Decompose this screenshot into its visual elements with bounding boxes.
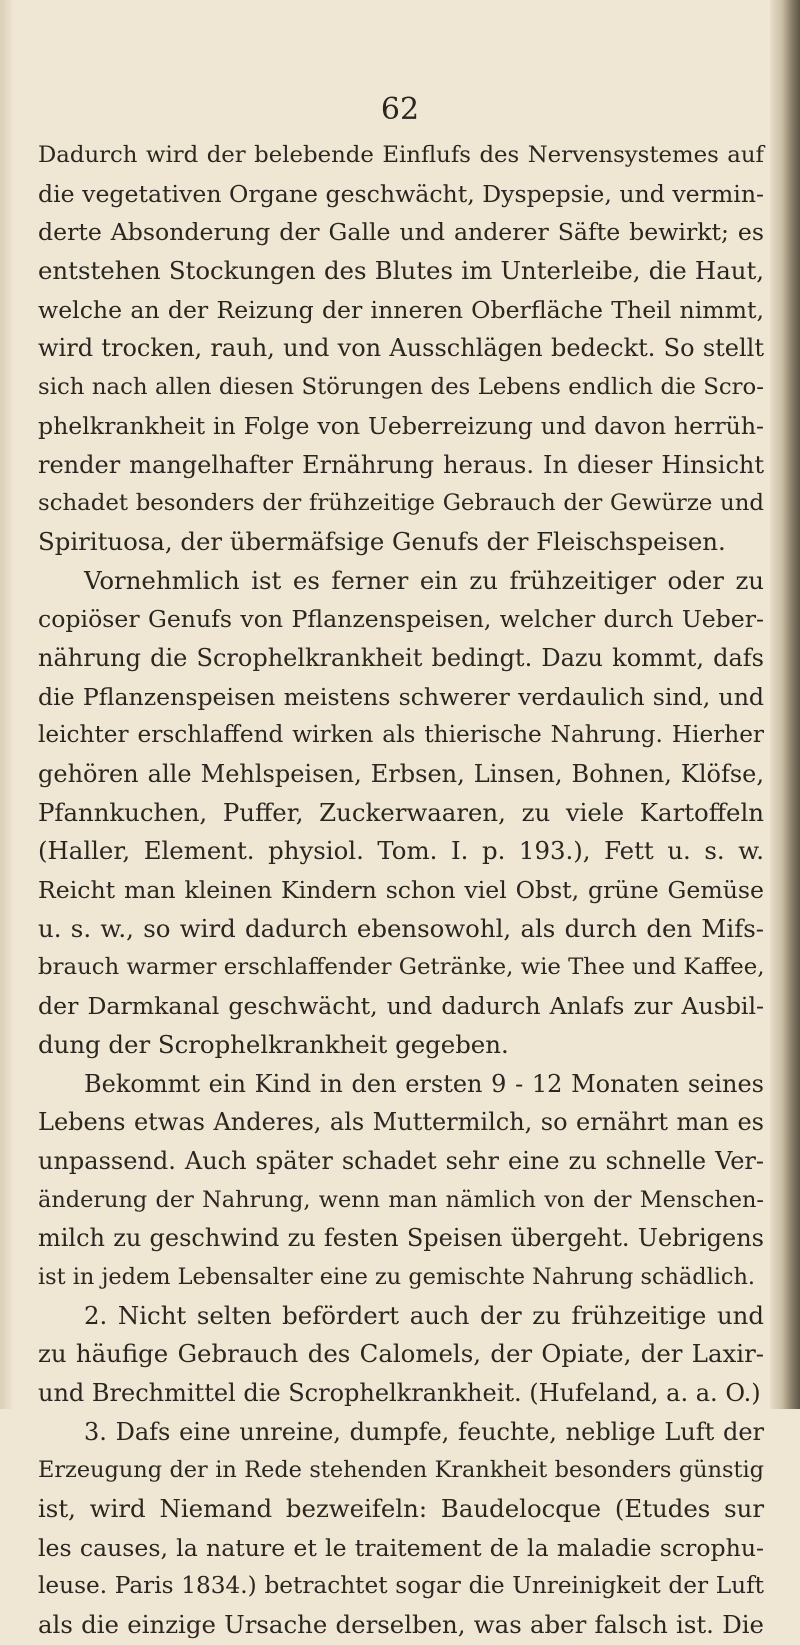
page-gutter-shadow (0, 0, 14, 1409)
text-line: Pfannkuchen, Puffer, Zuckerwaaren, zu viele Kartoffeln (38, 797, 764, 827)
text-line: unpassend. Auch später schadet sehr eine zu schnelle Ver- (38, 1146, 764, 1175)
text-line: milch zu geschwind zu festen Speisen übergeht. Uebrigens (38, 1224, 764, 1253)
text-line: gehören alle Mehlspeisen, Erbsen, Linsen, Bohnen, Klöfse, (38, 760, 764, 788)
text-line: und Brechmittel die Scrophelkrankheit. (Hufeland, a. a. O.) (38, 1379, 761, 1407)
text-line: sich nach allen diesen Störungen des Lebens endlich die Scro- (38, 374, 764, 401)
page-edge-shadow (770, 0, 800, 1409)
text-line: Spirituosa, der übermäfsige Genufs der Fleischspeisen. (38, 526, 726, 556)
text-line: wird trocken, rauh, und von Ausschlägen bedeckt. So stellt (38, 334, 764, 363)
text-line: copiöser Genufs von Pflanzenspeisen, welcher durch Ueber- (38, 605, 764, 634)
text-line: 2. Nicht selten befördert auch der zu frühzeitige und (84, 1300, 764, 1330)
text-line: der Darmkanal geschwächt, und dadurch Anlafs zur Ausbil- (38, 992, 764, 1021)
text-line: als die einzige Ursache derselben, was aber falsch ist. Die (38, 1610, 764, 1640)
text-line: Erzeugung der in Rede stehenden Krankheit besonders günstig (38, 1457, 764, 1484)
body-text (38, 136, 764, 1645)
text-line: Bekommt ein Kind in den ersten 9 - 12 Monaten seines (84, 1069, 764, 1098)
page-number: 62 (380, 92, 420, 127)
text-line: phelkrankheit in Folge von Ueberreizung und davon herrüh- (38, 411, 764, 440)
text-line: Reicht man kleinen Kindern schon viel Obst, grüne Gemüse (38, 876, 764, 905)
text-line: (Haller, Element. physiol. Tom. I. p. 193.), Fett u. s. w. (38, 836, 764, 866)
text-line: leuse. Paris 1834.) betrachtet sogar die Unreinigkeit der Luft (38, 1572, 764, 1600)
text-line: les causes, la nature et le traitement de la maladie scrophu- (38, 1533, 764, 1562)
text-line: ist in jedem Lebensalter eine zu gemischte Nahrung schädlich. (38, 1263, 756, 1290)
text-line: Lebens etwas Anderes, als Muttermilch, so ernährt man es (38, 1108, 764, 1137)
text-line: welche an der Reizung der inneren Oberfläche Theil nimmt, (38, 295, 764, 324)
text-line: Dadurch wird der belebende Einflufs des Nervensystemes auf (38, 142, 764, 168)
text-line: derte Absonderung der Galle und anderer Säfte bewirkt; es (38, 218, 764, 247)
text-line: render mangelhafter Ernährung heraus. In dieser Hinsicht (38, 450, 764, 479)
text-line: u. s. w., so wird dadurch ebensowohl, als durch den Mifs- (38, 913, 764, 943)
text-line: dung der Scrophelkrankheit gegeben. (38, 1029, 509, 1059)
text-line: nährung die Scrophelkrankheit bedingt. Dazu kommt, dafs (38, 643, 764, 672)
text-line: die vegetativen Organe geschwächt, Dyspepsie, und vermin- (38, 179, 765, 208)
text-line: ist, wird Niemand bezweifeln: Baudelocque (Etudes sur (38, 1494, 764, 1524)
text-line: die Pflanzenspeisen meistens schwerer verdaulich sind, und (38, 682, 764, 711)
text-line: zu häufige Gebrauch des Calomels, der Opiate, der Laxir- (38, 1339, 764, 1369)
text-line: schadet besonders der frühzeitige Gebrauch der Gewürze und (38, 490, 764, 517)
text-line: 3. Dafs eine unreine, dumpfe, feuchte, neblige Luft der (84, 1417, 764, 1446)
text-line: entstehen Stockungen des Blutes im Unterleibe, die Haut, (38, 256, 764, 286)
text-line: Vornehmlich ist es ferner ein zu frühzeitiger oder zu (84, 565, 764, 595)
text-line: leichter erschlaffend wirken als thierische Nahrung. Hierher (38, 721, 764, 749)
text-line: brauch warmer erschlaffender Getränke, wie Thee und Kaffee, (38, 954, 765, 981)
text-line: änderung der Nahrung, wenn man nämlich von der Menschen- (38, 1186, 764, 1213)
